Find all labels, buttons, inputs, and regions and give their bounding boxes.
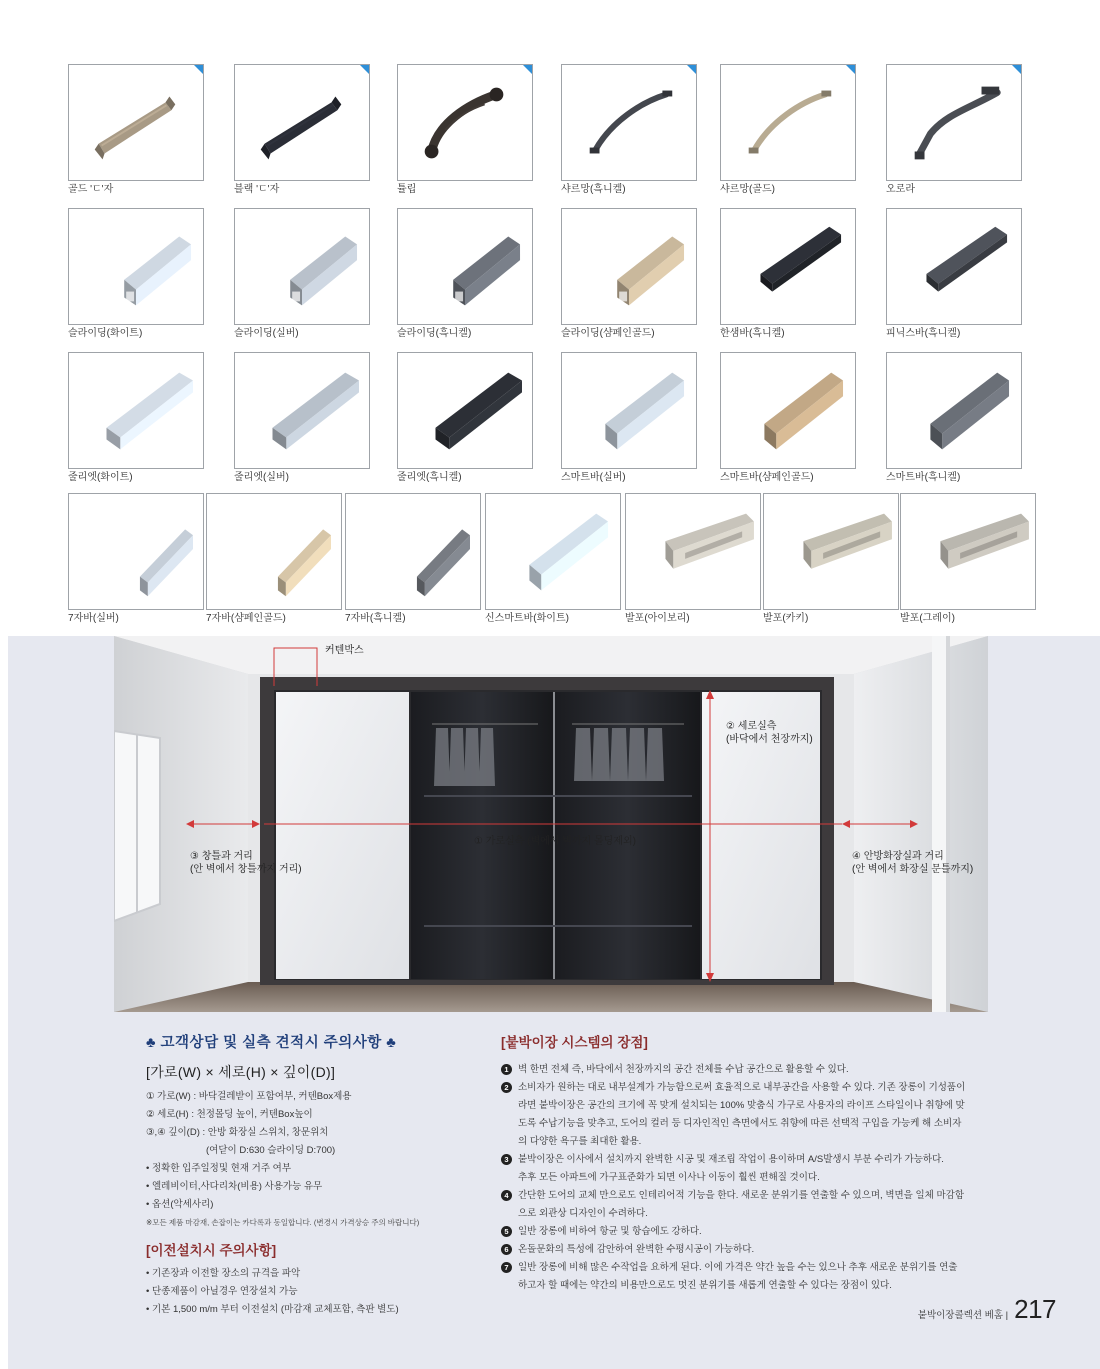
- consult-item: ② 세로(H) : 천정몰딩 높이, 커텐Box높이: [146, 1109, 313, 1120]
- merit-line: 벽 한면 전체 즉, 바닥에서 천장까지의 공간 전체를 수납 공간으로 활용할 수 있다.: [518, 1064, 849, 1075]
- foam-icon: [764, 494, 898, 609]
- product-image: [763, 493, 899, 610]
- wardrobe-measurement-photo: [114, 636, 988, 1012]
- product-image: [234, 352, 370, 469]
- page-footer: [918, 1294, 1056, 1325]
- merits-list: [501, 1061, 1001, 1295]
- product-label: 오로라: [886, 184, 915, 195]
- product-label: 스마트바(흑니켈): [886, 472, 961, 483]
- product-image: [234, 208, 370, 325]
- product-image: [397, 352, 533, 469]
- product-label: 줄리엣(화이트): [68, 472, 133, 483]
- product-card: [561, 208, 697, 340]
- product-card: [900, 493, 1036, 625]
- merit-item: [501, 1241, 1001, 1259]
- product-label: 골드 'ㄷ'자: [68, 184, 114, 195]
- consult-item: ① 가로(W) : 바닥걸레받이 포함여부, 커텐Box제용: [146, 1091, 352, 1102]
- product-image: [68, 64, 204, 181]
- height-measure-label: ② 세로실측 (바닥에서 천장까지): [726, 721, 813, 745]
- product-card: [763, 493, 899, 625]
- slide-icon: [398, 209, 532, 324]
- product-card: [485, 493, 621, 625]
- relocate-item: • 기존장과 이전할 장소의 규격을 파악: [146, 1268, 301, 1279]
- product-card: [234, 64, 370, 196]
- slide-icon: [235, 209, 369, 324]
- merit-item: [501, 1259, 1001, 1295]
- merits-title: [붙박이장 시스템의 장점]: [501, 1035, 648, 1050]
- handle-curve-icon: [562, 65, 696, 180]
- consult-title: ♣ 고객상담 및 실측 견적시 주의사항 ♣: [146, 1035, 397, 1051]
- product-label: 신스마트바(화이트): [485, 613, 569, 624]
- product-image: [234, 64, 370, 181]
- merit-line: 일반 장롱에 비해 많은 수작업을 요하게 된다. 이에 가격은 약간 높을 수는 있으나 추후 새로운 분위기를 연출: [518, 1262, 958, 1273]
- juliet-icon: [398, 353, 532, 468]
- product-label: 7자바(샴페인골드): [206, 613, 286, 624]
- product-card: [345, 493, 481, 625]
- handle-curve-icon: [721, 65, 855, 180]
- merit-item: [501, 1079, 1001, 1151]
- product-card: [68, 208, 204, 340]
- consult-item: (여닫이 D:630 슬라이딩 D:700): [206, 1145, 336, 1156]
- product-card: [206, 493, 342, 625]
- merit-line: 일반 장롱에 비하여 항균 및 항습에도 강하다.: [518, 1226, 702, 1237]
- product-label: 한샘바(흑니켈): [720, 328, 785, 339]
- merit-number-badge: 6: [501, 1244, 512, 1255]
- product-label: 슬라이딩(실버): [234, 328, 299, 339]
- merit-number-badge: 1: [501, 1064, 512, 1075]
- product-card: [886, 64, 1022, 196]
- product-card: [886, 352, 1022, 484]
- product-card: [234, 208, 370, 340]
- product-card: [720, 352, 856, 484]
- product-image: [625, 493, 761, 610]
- merits-section: [501, 1031, 1001, 1295]
- product-label: 스마트바(샴페인골드): [720, 472, 814, 483]
- product-image: [886, 64, 1022, 181]
- product-image: [485, 493, 621, 610]
- consult-item: ③,④ 깊이(D) : 안방 화장실 스위치, 창문위치: [146, 1127, 329, 1138]
- smart-icon: [562, 353, 696, 468]
- merit-number-badge: 4: [501, 1190, 512, 1201]
- product-card: [68, 493, 204, 625]
- product-card: [720, 208, 856, 340]
- merit-line: 소비자가 원하는 대로 내부설계가 가능함으로써 효율적으로 내부공간을 사용할 수 있다. 기존 장롱이 기성품이: [518, 1082, 966, 1093]
- smart-icon: [887, 353, 1021, 468]
- foam-icon: [626, 494, 760, 609]
- juliet-icon: [235, 353, 369, 468]
- consult-list: [146, 1088, 476, 1214]
- product-image: [68, 493, 204, 610]
- product-label: 튤립: [397, 184, 417, 195]
- product-image: [720, 64, 856, 181]
- merit-line: 온돌문화의 특성에 감안하여 완벽한 수평시공이 가능하다.: [518, 1244, 755, 1255]
- merit-line: 하고자 할 때에는 약간의 비용만으로도 멋진 분위기를 새롭게 연출할 수 있다는 장점이 있다.: [518, 1280, 892, 1291]
- seven-icon: [69, 494, 203, 609]
- relocate-title: [이전설치시 주의사항]: [146, 1243, 277, 1258]
- info-panel: [8, 636, 1100, 1369]
- page-number: 217: [1014, 1294, 1056, 1324]
- product-image: [397, 64, 533, 181]
- product-card: [625, 493, 761, 625]
- width-measure-label: ① 가로실측 (벽에서 벽까지 몰딩제외): [474, 836, 636, 847]
- product-image: [561, 64, 697, 181]
- merit-number-badge: 2: [501, 1082, 512, 1093]
- product-label: 블랙 'ㄷ'자: [234, 184, 280, 195]
- merit-number-badge: 5: [501, 1226, 512, 1237]
- product-image: [886, 352, 1022, 469]
- window-distance-label: ③ 창틀과 거리 (안 벽에서 창틀까지 거리): [190, 851, 302, 875]
- merit-line: 간단한 도어의 교체 만으로도 인테리어적 기능을 한다. 새로운 분위기를 연출할 수 있으며, 벽면을 일체 마감함: [518, 1190, 965, 1201]
- merit-item: [501, 1187, 1001, 1223]
- relocate-item: • 단종제품이 아닐경우 연장설치 가능: [146, 1286, 298, 1297]
- merit-line: 추후 모든 아파트에 가구표준화가 되면 이사나 이동이 훨씬 편해질 것이다.: [518, 1172, 820, 1183]
- merit-line: 라면 붙박이장은 공간의 크기에 꼭 맞게 설치되는 100% 맞춤식 가구로 사용자의 라이프 스타일이나 취향에 맞: [518, 1100, 965, 1111]
- product-label: 7자바(흑니켈): [345, 613, 406, 624]
- product-image: [68, 352, 204, 469]
- product-card: [68, 352, 204, 484]
- footer-text: 붙박이장콜렉션 베홈 |: [917, 1310, 1009, 1321]
- merit-item: [501, 1151, 1001, 1187]
- product-image: [561, 208, 697, 325]
- relocate-list: [146, 1265, 476, 1319]
- merit-number-badge: 7: [501, 1262, 512, 1273]
- product-label: 줄리엣(흑니켈): [397, 472, 462, 483]
- seven-icon: [207, 494, 341, 609]
- consult-section: [146, 1031, 476, 1319]
- product-image: [720, 352, 856, 469]
- handle-d-icon: [235, 65, 369, 180]
- merit-item: [501, 1061, 1001, 1079]
- seven-icon: [346, 494, 480, 609]
- handle-d-icon: [69, 65, 203, 180]
- curtain-box-label: 커텐박스: [325, 645, 364, 656]
- juliet-icon: [69, 353, 203, 468]
- hansem-icon: [887, 209, 1021, 324]
- consult-item: • 정확한 입주일정및 현재 거주 여부: [146, 1163, 292, 1174]
- product-label: 스마트바(실버): [561, 472, 626, 483]
- product-card: [886, 208, 1022, 340]
- product-label: 피닉스바(흑니켈): [886, 328, 961, 339]
- product-label: 샤르망(골드): [720, 184, 775, 195]
- measurement-formula: [가로(W) × 세로(H) × 깊이(D)]: [146, 1064, 336, 1080]
- product-label: 슬라이딩(샴페인골드): [561, 328, 655, 339]
- consult-note: ※모든 제품 마감재, 손잡이는 카다록과 동일합니다. (변경시 가격상승 주의 바랍니다): [146, 1218, 420, 1227]
- product-label: 발포(그레이): [900, 613, 955, 624]
- handle-tulip-icon: [398, 65, 532, 180]
- slide-icon: [562, 209, 696, 324]
- merit-item: [501, 1223, 1001, 1241]
- smart-icon: [486, 494, 620, 609]
- product-image: [886, 208, 1022, 325]
- merit-line: 의 다양한 욕구를 최대한 활용.: [518, 1136, 642, 1147]
- product-image: [561, 352, 697, 469]
- product-label: 슬라이딩(흑니켈): [397, 328, 472, 339]
- product-image: [206, 493, 342, 610]
- dresser-distance-label: ④ 안방화장실과 거리 (안 벽에서 화장실 문틀까지): [852, 851, 974, 875]
- product-label: 줄리엣(실버): [234, 472, 289, 483]
- product-card: [397, 352, 533, 484]
- product-image: [900, 493, 1036, 610]
- product-label: 샤르망(흑니켈): [561, 184, 626, 195]
- product-card: [720, 64, 856, 196]
- merit-line: 붙박이장은 이사에서 설치까지 완벽한 시공 및 재조립 작업이 용이하며 A/S발생시 부분 수리가 가능하다.: [518, 1154, 944, 1165]
- product-card: [397, 64, 533, 196]
- product-label: 슬라이딩(화이트): [68, 328, 143, 339]
- merit-number-badge: 3: [501, 1154, 512, 1165]
- foam-icon: [901, 494, 1035, 609]
- relocate-item: • 기본 1,500 m/m 부터 이전설치 (마감재 교체포함, 측판 별도): [146, 1304, 399, 1315]
- consult-item: • 옵션(악세사리): [146, 1199, 214, 1210]
- product-image: [68, 208, 204, 325]
- product-card: [234, 352, 370, 484]
- product-card: [68, 64, 204, 196]
- product-image: [720, 208, 856, 325]
- product-card: [397, 208, 533, 340]
- product-image: [345, 493, 481, 610]
- merit-line: 으로 외관상 디자인이 수려하다.: [518, 1208, 648, 1219]
- product-card: [561, 64, 697, 196]
- product-label: 7자바(실버): [68, 613, 119, 624]
- product-image: [397, 208, 533, 325]
- hansem-icon: [721, 209, 855, 324]
- merit-line: 도록 수납기능을 맞추고, 도어의 컬러 등 디자인적인 측면에서도 취향에 따른 선택적 구입을 가능케 해 소비자: [518, 1118, 962, 1129]
- consult-item: • 엘레비이터,사다리차(비용) 사용가능 유무: [146, 1181, 323, 1192]
- smart-icon: [721, 353, 855, 468]
- handle-aurora-icon: [887, 65, 1021, 180]
- slide-icon: [69, 209, 203, 324]
- product-label: 발포(카키): [763, 613, 809, 624]
- product-label: 발포(아이보리): [625, 613, 690, 624]
- product-card: [561, 352, 697, 484]
